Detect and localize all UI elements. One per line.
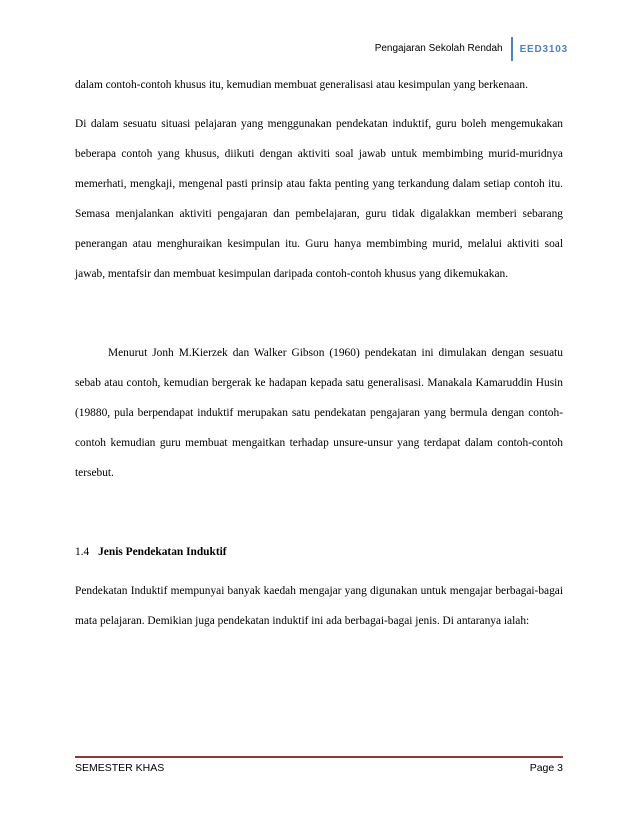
section-number: 1.4 (75, 546, 90, 558)
footer-label: SEMESTER KHAS (75, 762, 165, 774)
header-title: Pengajaran Sekolah Rendah (375, 37, 513, 61)
course-code: EED3103 (519, 43, 568, 55)
document-body (75, 70, 563, 636)
paragraph: Di dalam sesuatu situasi pelajaran yang menggunakan pendekatan induktif, guru boleh mengemukakan beberapa contoh yang khusus, diikuti dengan aktiviti soal jawab untuk membimbing murid-muridnya memerhati, mengkaji, mengenal pasti prinsip atau fakta penting yang terkandung dalam setiap contoh itu. Semasa menjalankan aktiviti pengajaran dan pembelajaran, guru tidak digalakkan memberi sebarang penerangan atau menghuraikan kesimpulan itu. Guru hanya membimbing murid, melalui aktiviti soal jawab, mentafsir dan membuat kesimpulan daripada contoh-contoh khusus yang dikemukakan. (75, 118, 563, 280)
section-title: Jenis Pendekatan Induktif (98, 546, 227, 558)
paragraph: Menurut Jonh M.Kierzek dan Walker Gibson (1960) pendekatan ini dimulakan dengan sesuatu sebab atau contoh, kemudian bergerak ke hadapan kepada satu generalisasi. Manakala Kamaruddin Husin (19880, pula berpendapat induktif merupakan satu pendekatan pengajaran yang bermula dengan contoh-contoh kemudian guru membuat mengaitkan terhadap unsure-unsur yang terdapat dalam contoh-contoh tersebut. (75, 347, 563, 479)
section-heading (75, 537, 563, 567)
paragraph: Pendekatan Induktif mempunyai banyak kaedah mengajar yang digunakan untuk mengajar berbagai-bagai mata pelajaran. Demikian juga pendekatan induktif ini ada berbagai-bagai jenis. Di antaranya ialah: (75, 585, 563, 627)
page-footer (75, 756, 563, 774)
page-number: Page 3 (529, 762, 563, 774)
page-header (375, 37, 568, 61)
paragraph: dalam contoh-contoh khusus itu, kemudian membuat generalisasi atau kesimpulan yang berkenaan. (75, 79, 528, 91)
